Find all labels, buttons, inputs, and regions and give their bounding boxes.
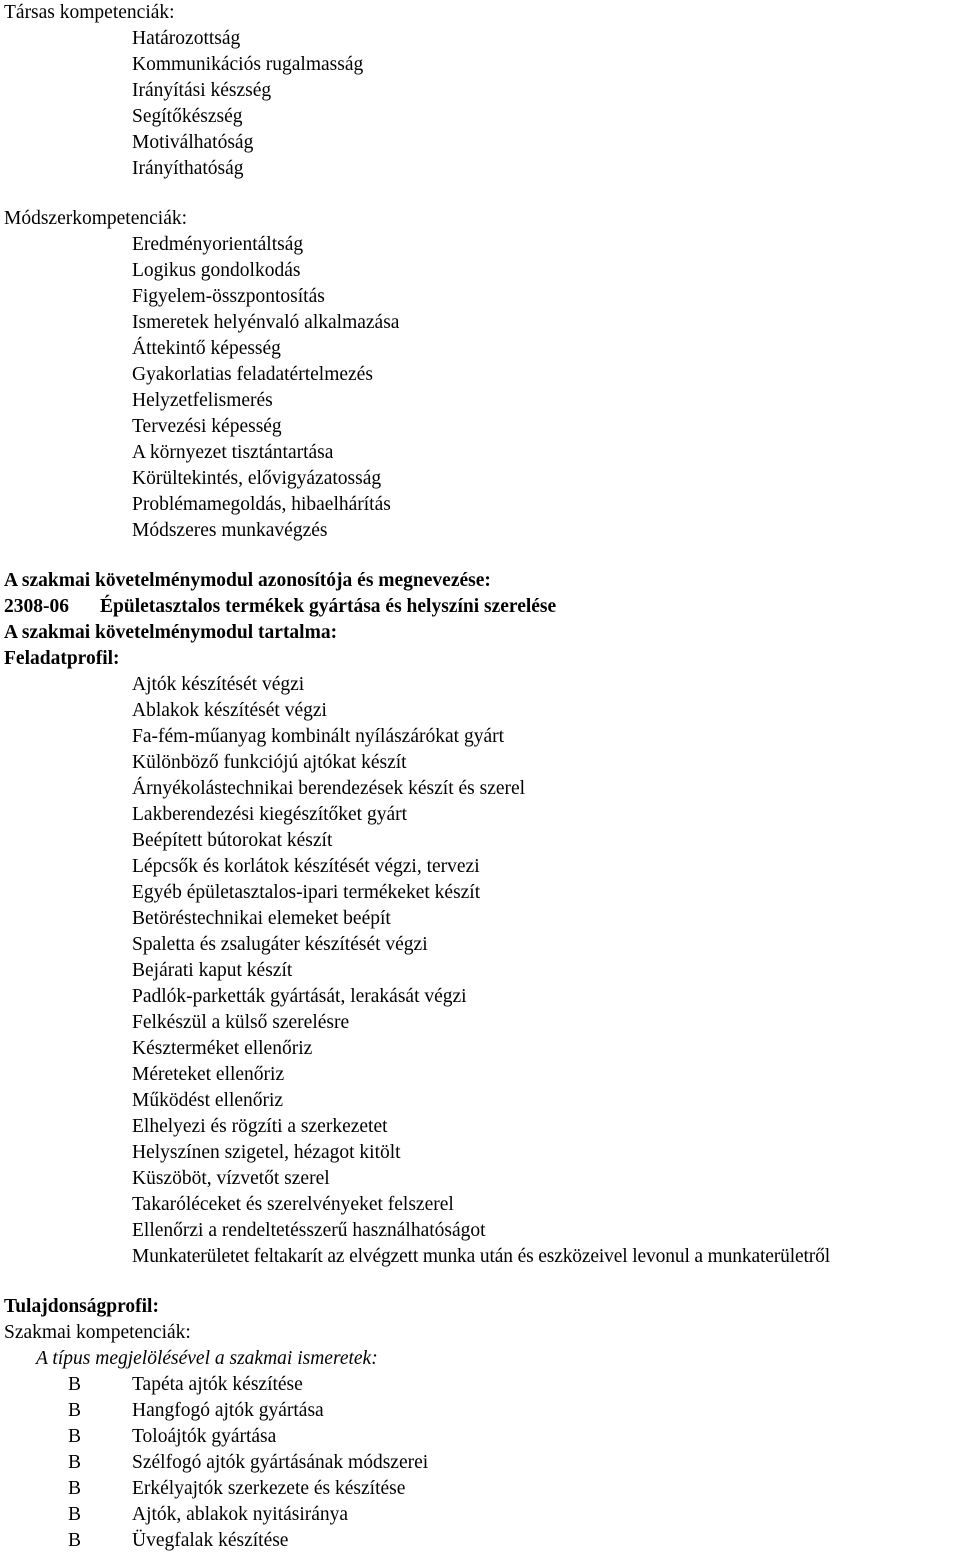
table-row — [4, 1528, 960, 1554]
module-code: 2308-06 — [4, 596, 69, 617]
list-item: Beépített bútorokat készít — [132, 830, 333, 851]
list-item: Ismeretek helyénvaló alkalmazása — [132, 312, 400, 333]
spacer — [4, 1270, 960, 1294]
list-item: Módszeres munkavégzés — [132, 520, 328, 541]
list-item: Határozottság — [132, 28, 241, 49]
knowledge-list — [4, 1372, 960, 1554]
social-competencies-heading: Társas kompetenciák: — [4, 2, 175, 23]
knowledge-name: Üvegfalak készítése — [132, 1530, 289, 1551]
table-row — [4, 1372, 960, 1398]
list-item: Figyelem-összpontosítás — [132, 286, 325, 307]
spacer — [4, 182, 960, 206]
list-item: Lépcsők és korlátok készítését végzi, tervezi — [132, 856, 480, 877]
list-item: Munkaterületet feltakarít az elvégzett munka után és eszközeivel levonul a munkaterületről — [132, 1246, 830, 1267]
list-item: Ablakok készítését végzi — [132, 700, 327, 721]
list-item: Problémamegoldás, hibaelhárítás — [132, 494, 391, 515]
task-profile-list — [4, 672, 960, 1270]
list-item: Ellenőrzi a rendeltetésszerű használhatóságot — [132, 1220, 486, 1241]
list-item: Betöréstechnikai elemeket beépít — [132, 908, 391, 929]
knowledge-type: B — [68, 1426, 82, 1447]
list-item: Kommunikációs rugalmasság — [132, 54, 364, 75]
property-profile-heading: Tulajdonságprofil: — [4, 1296, 159, 1317]
list-item: Gyakorlatias feladatértelmezés — [132, 364, 373, 385]
knowledge-type: B — [68, 1400, 82, 1421]
method-competencies-heading: Módszerkompetenciák: — [4, 208, 188, 229]
task-profile-heading: Feladatprofil: — [4, 648, 120, 669]
list-item: Logikus gondolkodás — [132, 260, 301, 281]
social-competencies-list — [4, 26, 960, 182]
knowledge-type: B — [68, 1504, 82, 1525]
module-content-heading: A szakmai követelménymodul tartalma: — [4, 622, 338, 643]
list-item: Lakberendezési kiegészítőket gyárt — [132, 804, 408, 825]
list-item: Irányíthatóság — [132, 158, 244, 179]
list-item: Küszöböt, vízvetőt szerel — [132, 1168, 330, 1189]
table-row — [4, 1502, 960, 1528]
list-item: Készterméket ellenőriz — [132, 1038, 313, 1059]
knowledge-name: Toloájtók gyártása — [132, 1426, 277, 1447]
knowledge-type: B — [68, 1530, 82, 1551]
module-id-heading: A szakmai követelménymodul azonosítója és megnevezése: — [4, 570, 491, 591]
list-item: Takaróléceket és szerelvényeket felszerel — [132, 1194, 454, 1215]
list-item: Árnyékolástechnikai berendezések készít és szerel — [132, 778, 526, 799]
list-item: Áttekintő képesség — [132, 338, 281, 359]
professional-competencies-heading: Szakmai kompetenciák: — [4, 1322, 191, 1343]
list-item: Irányítási készség — [132, 80, 272, 101]
knowledge-name: Szélfogó ajtók gyártásának módszerei — [132, 1452, 429, 1473]
module-code-row — [4, 594, 960, 620]
list-item: Padlók-parketták gyártását, lerakását végzi — [132, 986, 467, 1007]
list-item: Helyzetfelismerés — [132, 390, 273, 411]
knowledge-name: Ajtók, ablakok nyitásiránya — [132, 1504, 349, 1525]
list-item: Különböző funkciójú ajtókat készít — [132, 752, 407, 773]
list-item: A környezet tisztántartása — [132, 442, 334, 463]
list-item: Tervezési képesség — [132, 416, 282, 437]
list-item: Felkészül a külső szerelésre — [132, 1012, 350, 1033]
list-item: Motiválhatóság — [132, 132, 254, 153]
spacer — [4, 544, 960, 568]
list-item: Fa-fém-műanyag kombinált nyílászárókat gyárt — [132, 726, 505, 747]
list-item: Eredményorientáltság — [132, 234, 304, 255]
list-item: Működést ellenőriz — [132, 1090, 284, 1111]
list-item: Egyéb épületasztalos-ipari termékeket készít — [132, 882, 481, 903]
table-row — [4, 1476, 960, 1502]
knowledge-name: Erkélyajtók szerkezete és készítése — [132, 1478, 406, 1499]
knowledge-type: B — [68, 1452, 82, 1473]
list-item: Körültekintés, elővigyázatosság — [132, 468, 382, 489]
table-row — [4, 1424, 960, 1450]
table-row — [4, 1450, 960, 1476]
list-item: Bejárati kaput készít — [132, 960, 293, 981]
module-name: Épületasztalos termékek gyártása és helyszíni szerelése — [100, 596, 557, 617]
knowledge-name: Hangfogó ajtók gyártása — [132, 1400, 324, 1421]
knowledge-type: B — [68, 1374, 82, 1395]
list-item: Spaletta és zsalugáter készítését végzi — [132, 934, 428, 955]
list-item: Elhelyezi és rögzíti a szerkezetet — [132, 1116, 388, 1137]
list-item: Ajtók készítését végzi — [132, 674, 305, 695]
list-item: Helyszínen szigetel, hézagot kitölt — [132, 1142, 401, 1163]
list-item: Segítőkészség — [132, 106, 243, 127]
method-competencies-list — [4, 232, 960, 544]
table-row — [4, 1398, 960, 1424]
knowledge-type: B — [68, 1478, 82, 1499]
list-item: Méreteket ellenőriz — [132, 1064, 285, 1085]
knowledge-name: Tapéta ajtók készítése — [132, 1374, 303, 1395]
type-note: A típus megjelölésével a szakmai ismeretek: — [36, 1348, 378, 1369]
